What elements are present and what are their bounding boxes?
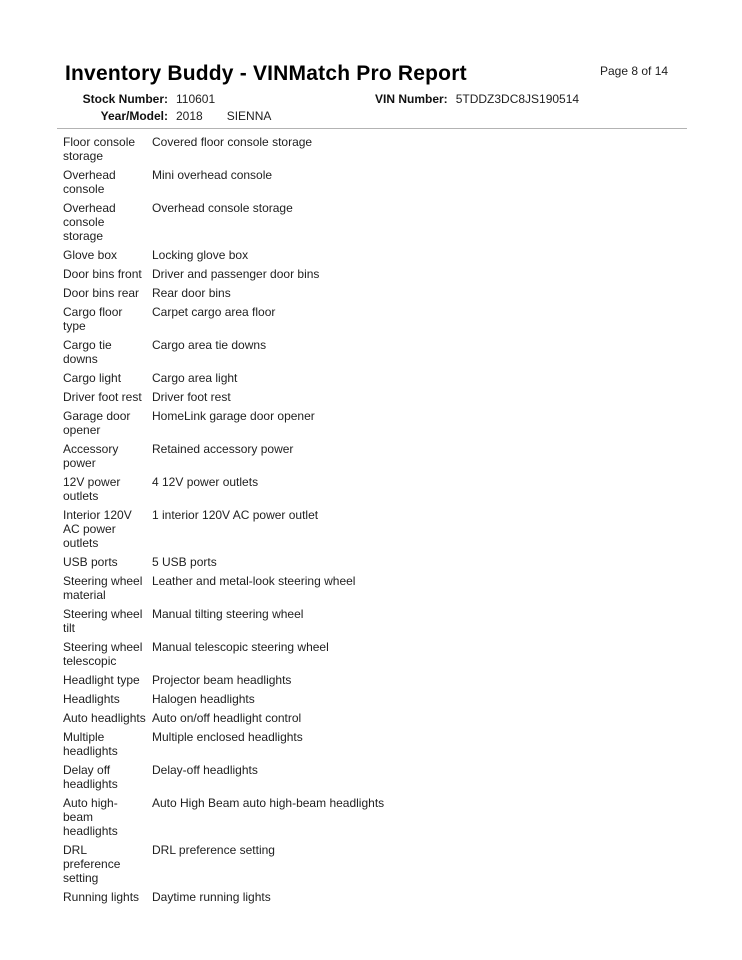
feature-row xyxy=(63,371,683,385)
header-row-year-model xyxy=(63,109,742,123)
stock-number-label: Stock Number: xyxy=(82,92,168,106)
feature-value: Overhead console storage xyxy=(152,201,293,215)
feature-value: Daytime running lights xyxy=(152,890,271,904)
feature-value: DRL preference setting xyxy=(152,843,275,857)
feature-row xyxy=(63,711,683,725)
feature-value: Rear door bins xyxy=(152,286,231,300)
feature-value: Locking glove box xyxy=(152,248,249,262)
feature-value: Leather and metal-look steering wheel xyxy=(152,574,356,588)
feature-value: Covered floor console storage xyxy=(152,135,313,149)
feature-label: Steering wheel material xyxy=(63,574,143,602)
feature-value: Auto on/off headlight control xyxy=(152,711,302,725)
feature-value: Driver foot rest xyxy=(152,390,231,404)
feature-label: DRL preference setting xyxy=(63,843,121,885)
feature-value: Multiple enclosed headlights xyxy=(152,730,303,744)
feature-value: 4 12V power outlets xyxy=(152,475,259,489)
feature-label: Driver foot rest xyxy=(63,390,142,404)
feature-label: Delay off headlights xyxy=(63,763,118,791)
feature-value: Manual telescopic steering wheel xyxy=(152,640,329,654)
feature-label: Headlights xyxy=(63,692,120,706)
feature-label: Auto high-beam headlights xyxy=(63,796,118,838)
feature-value: Mini overhead console xyxy=(152,168,273,182)
feature-value: Driver and passenger door bins xyxy=(152,267,320,281)
feature-row xyxy=(63,730,683,758)
page-number-indicator: Page 8 of 14 xyxy=(600,64,669,78)
feature-row xyxy=(63,890,683,904)
feature-row xyxy=(63,442,683,470)
feature-label: Steering wheel tilt xyxy=(63,607,143,635)
feature-row xyxy=(63,338,683,366)
feature-row xyxy=(63,574,683,602)
feature-label: Accessory power xyxy=(63,442,119,470)
feature-value: Retained accessory power xyxy=(152,442,294,456)
feature-table xyxy=(63,135,683,909)
feature-row xyxy=(63,305,683,333)
feature-value: 5 USB ports xyxy=(152,555,217,569)
feature-label: Cargo tie downs xyxy=(63,338,112,366)
vin-number-value: 5TDDZ3DC8JS190514 xyxy=(455,92,580,106)
feature-value: Auto High Beam auto high-beam headlights xyxy=(152,796,385,810)
model-value: SIENNA xyxy=(226,109,272,123)
feature-label: 12V power outlets xyxy=(63,475,121,503)
year-model-label: Year/Model: xyxy=(100,109,168,123)
year-value: 2018 xyxy=(176,109,203,123)
feature-label: Door bins front xyxy=(63,267,142,281)
feature-label: Auto headlights xyxy=(63,711,146,725)
feature-row xyxy=(63,248,683,262)
feature-row xyxy=(63,673,683,687)
feature-row xyxy=(63,640,683,668)
feature-value: Cargo area tie downs xyxy=(152,338,267,352)
feature-label: Floor console storage xyxy=(63,135,136,163)
feature-row xyxy=(63,508,683,550)
feature-label: Cargo light xyxy=(63,371,122,385)
feature-row xyxy=(63,475,683,503)
feature-row xyxy=(63,796,683,838)
header-divider xyxy=(57,128,687,129)
feature-value: Carpet cargo area floor xyxy=(152,305,276,319)
feature-value: Halogen headlights xyxy=(152,692,255,706)
feature-row xyxy=(63,390,683,404)
feature-row xyxy=(63,555,683,569)
feature-label: Headlight type xyxy=(63,673,140,687)
feature-row xyxy=(63,135,683,163)
feature-value: Manual tilting steering wheel xyxy=(152,607,304,621)
vin-group xyxy=(375,92,579,106)
feature-value: Delay-off headlights xyxy=(152,763,258,777)
feature-value: Projector beam headlights xyxy=(152,673,292,687)
feature-value: 1 interior 120V AC power outlet xyxy=(152,508,319,522)
feature-label: Interior 120V AC power outlets xyxy=(63,508,132,550)
feature-row xyxy=(63,168,683,196)
page-title: Inventory Buddy - VINMatch Pro Report xyxy=(65,62,467,85)
feature-label: Overhead console xyxy=(63,168,116,196)
feature-row xyxy=(63,267,683,281)
feature-label: Running lights xyxy=(63,890,140,904)
feature-row xyxy=(63,201,683,243)
feature-row xyxy=(63,763,683,791)
feature-label: Cargo floor type xyxy=(63,305,123,333)
feature-label: Garage door opener xyxy=(63,409,131,437)
feature-value: Cargo area light xyxy=(152,371,238,385)
feature-value: HomeLink garage door opener xyxy=(152,409,315,423)
header-row-stock-vin xyxy=(63,92,742,106)
feature-label: Glove box xyxy=(63,248,118,262)
feature-label: Steering wheel telescopic xyxy=(63,640,143,668)
feature-label: Door bins rear xyxy=(63,286,140,300)
feature-row xyxy=(63,692,683,706)
feature-label: USB ports xyxy=(63,555,118,569)
feature-row xyxy=(63,843,683,885)
feature-row xyxy=(63,607,683,635)
vin-number-label: VIN Number: xyxy=(375,92,448,106)
stock-number-value: 110601 xyxy=(176,92,216,106)
feature-row xyxy=(63,286,683,300)
feature-row xyxy=(63,409,683,437)
feature-label: Multiple headlights xyxy=(63,730,118,758)
feature-label: Overhead console storage xyxy=(63,201,116,243)
